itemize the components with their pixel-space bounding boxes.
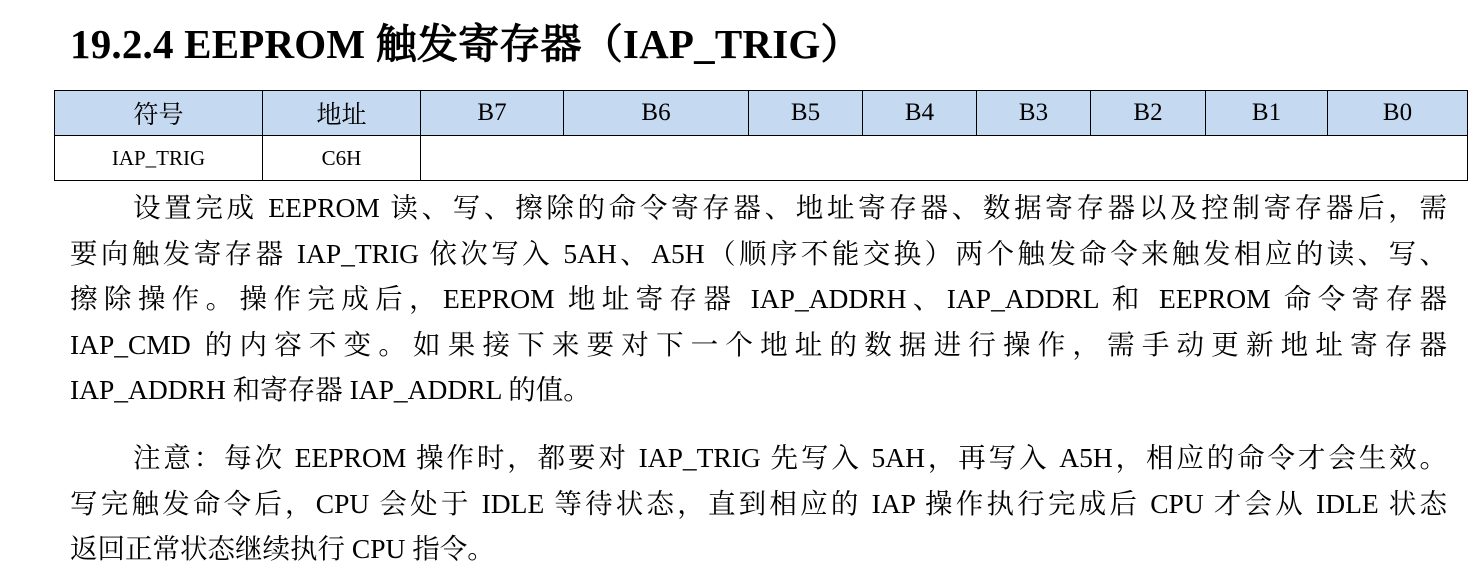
register-table xyxy=(54,90,1468,181)
paragraph-description xyxy=(70,185,1447,413)
paragraph-line: 设置完成 EEPROM 读、写、擦除的命令寄存器、地址寄存器、数据寄存器以及控制寄存器后，需 xyxy=(133,192,1447,223)
cell-bits xyxy=(421,136,1468,181)
paragraph-line: 注意：每次 EEPROM 操作时，都要对 IAP_TRIG 先写入 5AH，再写入 A5H，相应的命令才会生效。 xyxy=(133,442,1447,473)
cell-address: C6H xyxy=(263,136,421,181)
header-b0: B0 xyxy=(1328,91,1468,136)
section-heading: 19.2.4 EEPROM 触发寄存器（IAP_TRIG） xyxy=(70,21,862,67)
header-b2: B2 xyxy=(1091,91,1206,136)
cell-symbol: IAP_TRIG xyxy=(55,136,263,181)
header-b7: B7 xyxy=(421,91,564,136)
table-header-row xyxy=(55,91,1468,136)
header-b3: B3 xyxy=(977,91,1091,136)
paragraph-line: IAP_CMD 的内容不变。如果接下来要对下一个地址的数据进行操作，需手动更新地址寄存器 xyxy=(70,328,1447,360)
paragraph-note xyxy=(70,435,1447,572)
paragraph-line: 返回正常状态继续执行 CPU 指令。 xyxy=(70,533,495,564)
header-b1: B1 xyxy=(1206,91,1328,136)
paragraph-line: 要向触发寄存器 IAP_TRIG 依次写入 5AH、A5H（顺序不能交换）两个触发命令来触发相应的读、写、 xyxy=(70,237,1447,269)
header-b5: B5 xyxy=(749,91,863,136)
header-symbol: 符号 xyxy=(55,91,263,136)
header-address: 地址 xyxy=(263,91,421,136)
paragraph-line: 写完触发命令后，CPU 会处于 IDLE 等待状态，直到相应的 IAP 操作执行完成后 CPU 才会从 IDLE 状态 xyxy=(70,487,1447,519)
paragraph-line: 擦除操作。操作完成后，EEPROM 地址寄存器 IAP_ADDRH、IAP_ADDRL 和 EEPROM 命令寄存器 xyxy=(70,283,1447,314)
header-b4: B4 xyxy=(863,91,977,136)
header-b6: B6 xyxy=(564,91,749,136)
paragraph-line: IAP_ADDRH 和寄存器 IAP_ADDRL 的值。 xyxy=(70,374,591,405)
table-row xyxy=(55,136,1468,181)
